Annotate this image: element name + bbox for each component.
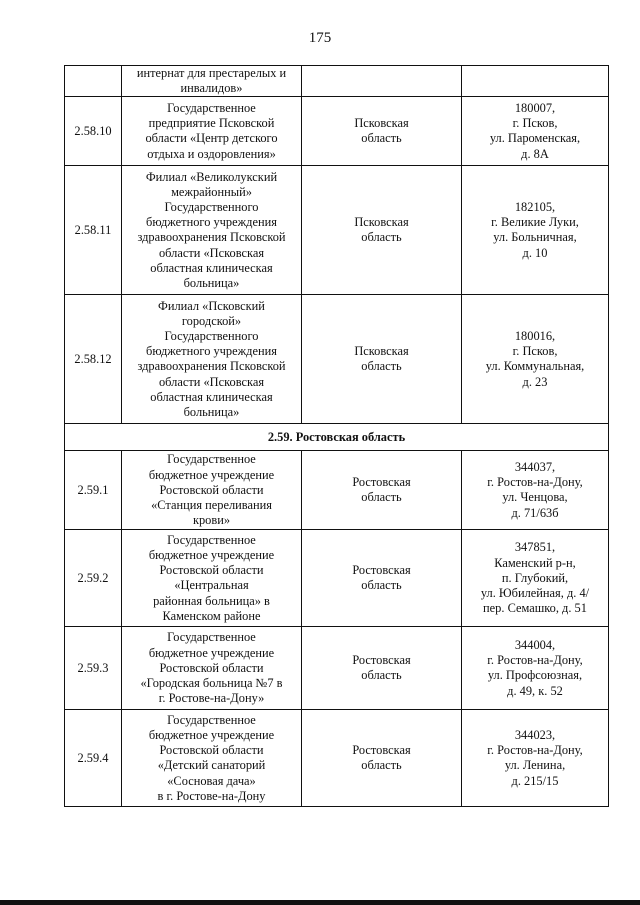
organization-name-line: бюджетное учреждение [148, 645, 275, 660]
organization-name-line: бюджетное учреждение [148, 548, 275, 562]
organization-name [122, 166, 302, 295]
organization-name-line: бюджетное учреждение [148, 467, 275, 482]
region-name [302, 710, 462, 807]
region-name-line: Псковская [354, 344, 409, 359]
entry-number: 2.59.3 [65, 627, 122, 710]
postal-address [462, 627, 609, 710]
region-name-line: Псковская [354, 215, 409, 230]
registry-table-body [65, 66, 609, 807]
region-name [302, 627, 462, 710]
organization-name [122, 451, 302, 530]
section-title: 2.59. Ростовская область [65, 424, 609, 451]
entry-number: 2.59.1 [65, 451, 122, 530]
organization-name-line: здравоохранения Псковской [137, 359, 286, 374]
region-name-line: Ростовская [352, 743, 411, 758]
entry-number: 2.58.11 [65, 166, 122, 295]
postal-address [462, 710, 609, 807]
region-name-line: область [361, 758, 402, 773]
region-name-line: область [361, 668, 402, 683]
organization-name-line: Государственное [167, 101, 256, 115]
organization-name-line: Государственное [167, 712, 256, 727]
organization-name-line: Государственного [164, 329, 259, 343]
organization-name-line: «Станция переливания [151, 498, 272, 512]
entry-number [65, 66, 122, 97]
region-name [302, 530, 462, 627]
organization-name-line: больница» [183, 405, 240, 420]
organization-name-line: области «Псковская [158, 374, 265, 389]
organization-name-line: Государственное [167, 532, 256, 547]
table-row [65, 710, 609, 807]
table-row [65, 166, 609, 295]
organization-name-line: области «Псковская [158, 245, 265, 260]
organization-name-line: «Центральная [174, 578, 249, 593]
scan-edge [0, 900, 640, 905]
organization-name-line: бюджетное учреждение [148, 728, 275, 742]
entry-number: 2.59.4 [65, 710, 122, 807]
region-name [302, 451, 462, 530]
postal-address [462, 295, 609, 424]
organization-name-line: Филиал «Псковский [158, 298, 265, 313]
organization-name [122, 97, 302, 166]
region-name-line: Ростовская [352, 563, 411, 578]
postal-address-line: г. Псков, [512, 344, 558, 359]
table-row [65, 66, 609, 97]
organization-name-line: Каменском районе [162, 608, 261, 623]
organization-name-line: отдыха и оздоровления» [147, 146, 276, 161]
organization-name-line: Ростовской области [159, 563, 264, 578]
region-name-line: область [361, 359, 402, 374]
postal-address-line: д. 10 [522, 245, 548, 260]
postal-address-line: ул. Ченцова, [502, 490, 568, 505]
organization-name-line: интернат для престарелых и [136, 66, 287, 80]
organization-name-line: области «Центр детского [145, 131, 278, 146]
postal-address-line: 182105, [514, 200, 556, 214]
region-name-line: Псковская [354, 116, 409, 131]
postal-address-line: г. Ростов-на-Дону, [487, 653, 583, 668]
organization-name-line: инвалидов» [180, 81, 243, 96]
region-name-line: Ростовская [352, 475, 411, 490]
postal-address-line: ул. Пароменская, [489, 131, 581, 146]
region-name [302, 166, 462, 295]
postal-address-line: 344004, [514, 638, 556, 652]
postal-address-line: п. Глубокий, [501, 570, 569, 585]
postal-address-line: 347851, [514, 540, 556, 555]
organization-name-line: бюджетного учреждения [146, 215, 277, 230]
organization-name-line: здравоохранения Псковской [137, 230, 286, 245]
postal-address [462, 66, 609, 97]
organization-name-line: Государственное [167, 630, 256, 645]
postal-address [462, 451, 609, 530]
section-row [65, 424, 609, 451]
postal-address-line: ул. Коммунальная, [485, 359, 585, 374]
organization-name-line: Ростовской области [159, 660, 264, 675]
postal-address [462, 166, 609, 295]
postal-address-line: г. Псков, [512, 116, 558, 131]
postal-address-line: д. 23 [522, 374, 548, 389]
organization-name-line: городской» [181, 313, 242, 328]
organization-name-line: «Городская больница №7 в [140, 676, 283, 690]
postal-address-line: ул. Ленина, [504, 758, 566, 773]
organization-name-line: крови» [192, 513, 231, 528]
postal-address-line: 180007, [514, 101, 556, 115]
organization-name-line: бюджетного учреждения [146, 344, 277, 359]
entry-number: 2.58.10 [65, 97, 122, 166]
organization-name-line: Ростовской области [159, 482, 264, 497]
entry-number: 2.58.12 [65, 295, 122, 424]
postal-address-line: ул. Профсоюзная, [487, 668, 583, 683]
region-name [302, 97, 462, 166]
organization-name-line: больница» [183, 276, 240, 291]
organization-name-line: межрайонный» [171, 184, 252, 199]
organization-name [122, 627, 302, 710]
registry-table [64, 65, 609, 807]
table-row [65, 97, 609, 166]
organization-name [122, 66, 302, 97]
postal-address-line: д. 49, к. 52 [507, 683, 563, 698]
postal-address-line: 180016, [514, 329, 556, 343]
region-name-line: область [361, 490, 402, 505]
organization-name-line: областная клиническая [150, 389, 273, 404]
postal-address-line: ул. Юбилейная, д. 4/ [480, 586, 590, 600]
postal-address-line: д. 71/63б [511, 505, 559, 520]
organization-name-line: областная клиническая [150, 260, 273, 275]
postal-address-line: г. Ростов-на-Дону, [487, 743, 583, 758]
table-row [65, 530, 609, 627]
table-row [65, 295, 609, 424]
region-name-line: область [361, 578, 402, 593]
organization-name-line: Государственного [164, 200, 259, 214]
table-row [65, 627, 609, 710]
region-name-line: область [361, 131, 402, 146]
organization-name-line: Филиал «Великолукский [145, 169, 278, 184]
region-name-line: область [361, 230, 402, 245]
postal-address-line: г. Ростов-на-Дону, [487, 475, 583, 490]
postal-address-line: пер. Семашко, д. 51 [483, 601, 587, 616]
organization-name [122, 295, 302, 424]
entry-number: 2.59.2 [65, 530, 122, 627]
postal-address-line: ул. Больничная, [493, 230, 577, 245]
postal-address-line: д. 8А [521, 146, 549, 161]
region-name [302, 295, 462, 424]
organization-name-line: Государственное [167, 452, 256, 467]
organization-name-line: «Сосновая дача» [167, 773, 256, 788]
table-row [65, 451, 609, 530]
postal-address [462, 97, 609, 166]
postal-address-line: 344037, [514, 460, 556, 474]
postal-address-line: 344023, [514, 728, 556, 742]
postal-address [462, 530, 609, 627]
region-name-line: Ростовская [352, 653, 411, 668]
postal-address-line: г. Великие Луки, [491, 215, 579, 230]
postal-address-line: д. 215/15 [511, 773, 559, 788]
organization-name [122, 710, 302, 807]
postal-address-line: Каменский р-н, [494, 555, 576, 570]
organization-name-line: предприятие Псковской [148, 116, 275, 131]
region-name [302, 66, 462, 97]
organization-name-line: «Детский санаторий [157, 758, 266, 773]
page-number: 175 [308, 30, 332, 46]
organization-name-line: районная больница» в [153, 593, 270, 608]
organization-name-line: г. Ростове-на-Дону» [158, 691, 265, 706]
organization-name [122, 530, 302, 627]
organization-name-line: Ростовской области [159, 743, 264, 758]
organization-name-line: в г. Ростове-на-Дону [157, 788, 266, 803]
